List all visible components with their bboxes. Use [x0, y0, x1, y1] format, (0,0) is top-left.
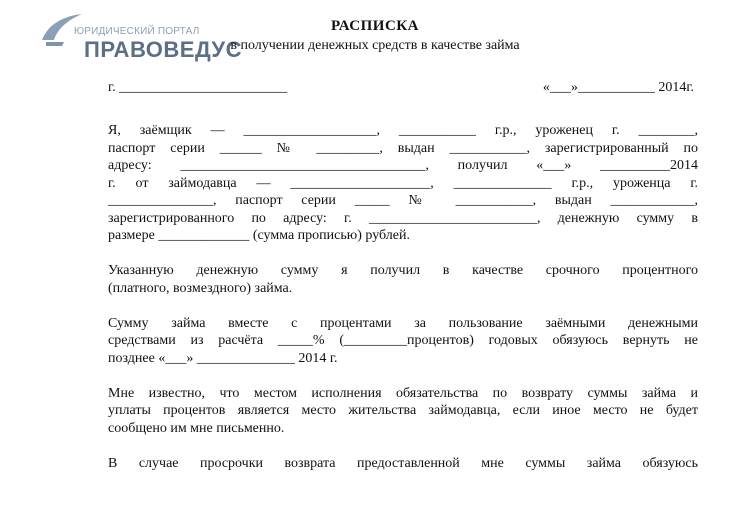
text-line: г. от займодавца — ____________________, ______________ г.р., уроженца г.	[108, 175, 698, 191]
text-line: уплаты процентов является место жительства займодавца, если иное место не будет	[108, 403, 698, 418]
document-body	[108, 122, 698, 472]
text-line: _______________, паспорт серии _____ № ___________, выдан ____________,	[108, 193, 698, 208]
text-line: средствами из расчёта _____% (_________процентов) годовых обязуюсь вернуть не	[108, 333, 698, 348]
text-line: адресу: ___________________________________, получил «___» __________2014	[108, 158, 698, 173]
place-line: г. ________________________	[108, 80, 288, 95]
date-line: «___»___________ 2014г.	[542, 80, 694, 95]
text-line: Сумму займа вместе с процентами за пользование заёмными денежными	[108, 315, 698, 331]
text-line: Я, заёмщик — ___________________, ___________ г.р., уроженец г. ________,	[108, 123, 698, 138]
text-line: зарегистрированного по адресу: г. ________________________, денежную сумму в	[108, 210, 698, 226]
paragraph	[108, 262, 698, 297]
logo-subtitle: ЮРИДИЧЕСКИЙ ПОРТАЛ	[74, 26, 200, 37]
text-line: Указанную денежную сумму я получил в качестве срочного процентного	[108, 263, 698, 278]
text-line: В случае просрочки возврата предоставленной мне суммы займа обязуюсь	[108, 455, 698, 471]
document-title: РАСПИСКА	[330, 18, 420, 34]
text-line: Мне известно, что местом исполнения обязательства по возврату суммы займа и	[108, 385, 698, 401]
paragraph	[108, 455, 698, 473]
logo-name: ПРАВОВЕДУС	[84, 37, 242, 62]
text-line: позднее «___» ______________ 2014 г.	[108, 350, 338, 366]
text-line: паспорт серии ______ № _________, выдан ___________, зарегистрированный по	[108, 140, 698, 156]
paragraph	[108, 315, 698, 368]
text-line: размере _____________ (сумма прописью) рублей.	[108, 228, 410, 243]
text-line: сообщено им мне письменно.	[108, 420, 285, 436]
paragraph	[108, 385, 698, 438]
paragraph	[108, 122, 698, 245]
document-subtitle: в получении денежных средств в качестве займа	[230, 38, 520, 53]
text-line: (платного, возмездного) займа.	[108, 280, 293, 296]
